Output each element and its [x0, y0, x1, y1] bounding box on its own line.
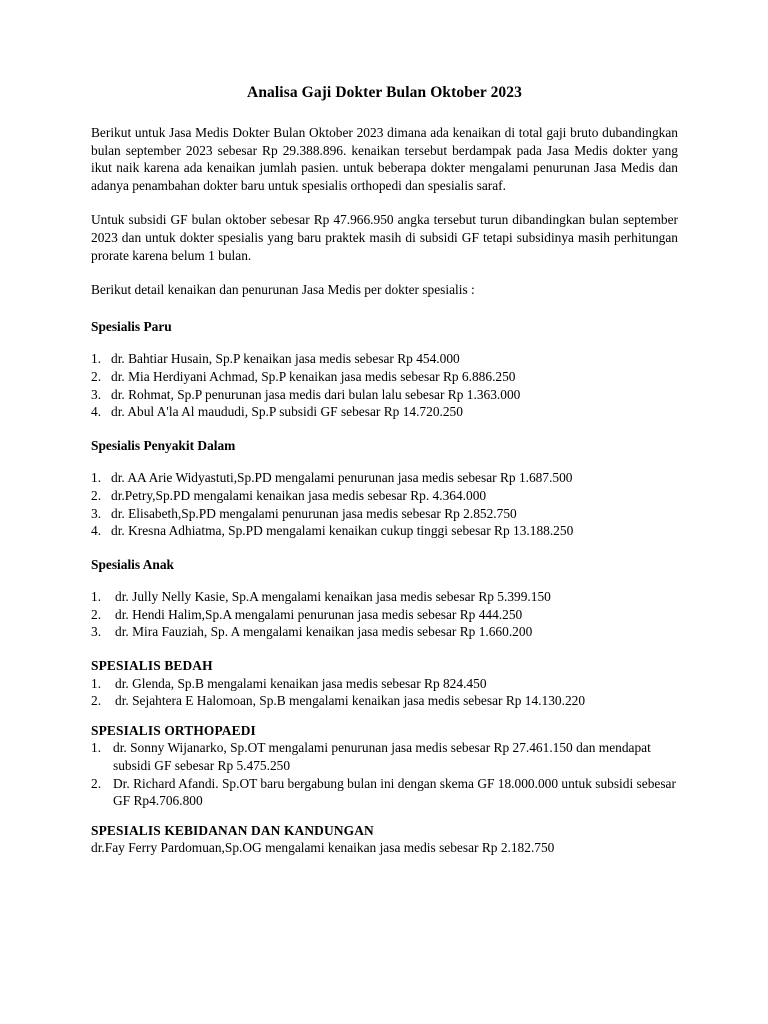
list-item-number: 1.: [91, 351, 102, 367]
list-item-number: 1.: [91, 740, 102, 756]
list-item-text: dr. Jully Nelly Kasie, Sp.A mengalami kenaikan jasa medis sebesar Rp 5.399.150: [115, 589, 551, 605]
section-spacer: [91, 421, 678, 437]
list-item: [91, 505, 678, 523]
list-item-number: 4.: [91, 404, 102, 420]
section-spesialis-kebidanan-dan-kandungan: [91, 822, 678, 857]
section-spesialis-paru: [91, 318, 678, 421]
list-item-number: 3.: [91, 386, 102, 402]
list-item: [91, 739, 678, 774]
section-spesialis-penyakit-dalam: [91, 437, 678, 540]
list-item-number: 1.: [91, 470, 102, 486]
list-item-number: 2.: [91, 368, 102, 384]
section-spacer: [91, 810, 678, 822]
section-spesialis-orthopaedi: [91, 722, 678, 810]
list-item: [91, 469, 678, 487]
list-item-number: 4.: [91, 523, 102, 539]
intro-paragraph-1: Berikut untuk Jasa Medis Dokter Bulan Oktober 2023 dimana ada kenaikan di total gaji bruto dubandingkan bulan september 2023 sebesar Rp 29.388.896. kenaikan tersebut berdampak pada Jasa Medis dokter yang ikut naik karena ada kenaikan jumlah pasien. untuk beberapa dokter mengalami penurunan Jasa Medis dan adanya penambahan dokter baru untuk spesialis orthopedi dan spesialis saraf.: [91, 125, 678, 193]
section-heading: Spesialis Paru: [91, 318, 172, 334]
list-item-number: 3.: [91, 624, 102, 640]
list-item-text: Dr. Richard Afandi. Sp.OT baru bergabung bulan ini dengan skema GF 18.000.000 untuk subsidi sebesar GF Rp4.706.800: [113, 775, 676, 809]
list-item-number: 1.: [91, 589, 102, 605]
list-item: [91, 606, 678, 624]
list-item: [91, 350, 678, 368]
section-heading: Spesialis Penyakit Dalam: [91, 437, 236, 453]
list-item-text: dr. Abul A'la Al maududi, Sp.P subsidi GF sebesar Rp 14.720.250: [111, 404, 463, 420]
section-heading: Spesialis Anak: [91, 556, 174, 572]
list-item-number: 1.: [91, 675, 102, 691]
list-item: [91, 623, 678, 641]
section-item-list: [91, 469, 678, 539]
list-item: [91, 692, 678, 710]
list-item-number: 3.: [91, 505, 102, 521]
list-item-text: dr. AA Arie Widyastuti,Sp.PD mengalami penurunan jasa medis sebesar Rp 1.687.500: [111, 470, 573, 486]
list-item-number: 2.: [91, 487, 102, 503]
intro-paragraph-3: Berikut detail kenaikan dan penurunan Jasa Medis per dokter spesialis :: [91, 282, 475, 298]
list-item-number: 2.: [91, 775, 102, 791]
list-item-text: dr. Elisabeth,Sp.PD mengalami penurunan jasa medis sebesar Rp 2.852.750: [111, 505, 517, 521]
section-spesialis-bedah: [91, 657, 678, 710]
list-item-text: dr. Bahtiar Husain, Sp.P kenaikan jasa medis sebesar Rp 454.000: [111, 351, 460, 367]
section-item-list: [91, 588, 678, 641]
list-item: [91, 522, 678, 540]
list-item-text: dr.Petry,Sp.PD mengalami kenaikan jasa medis sebesar Rp. 4.364.000: [111, 487, 487, 503]
list-item-text: dr. Sejahtera E Halomoan, Sp.B mengalami kenaikan jasa medis sebesar Rp 14.130.220: [115, 693, 586, 709]
section-spesialis-anak: [91, 556, 678, 641]
section-item-list: [91, 350, 678, 420]
list-item-number: 2.: [91, 693, 102, 709]
list-item: [91, 403, 678, 421]
section-spacer: [91, 710, 678, 722]
list-item: [91, 487, 678, 505]
list-item-text: dr. Kresna Adhiatma, Sp.PD mengalami kenaikan cukup tinggi sebesar Rp 13.188.250: [111, 523, 574, 539]
list-item-text: dr. Rohmat, Sp.P penurunan jasa medis dari bulan lalu sebesar Rp 1.363.000: [111, 386, 521, 402]
page-title: Analisa Gaji Dokter Bulan Oktober 2023: [247, 84, 522, 101]
section-spacer: [91, 540, 678, 556]
section-heading: SPESIALIS BEDAH: [91, 658, 213, 674]
section-heading: SPESIALIS ORTHOPAEDI: [91, 722, 256, 738]
list-item: [91, 386, 678, 404]
section-item-list: [91, 739, 678, 809]
list-item-number: 2.: [91, 606, 102, 622]
section-body-line: dr.Fay Ferry Pardomuan,Sp.OG mengalami kenaikan jasa medis sebesar Rp 2.182.750: [91, 840, 555, 856]
list-item-text: dr. Sonny Wijanarko, Sp.OT mengalami penurunan jasa medis sebesar Rp 27.461.150 dan mendapat subsidi GF sebesar Rp 5.475.250: [113, 740, 651, 774]
list-item-text: dr. Glenda, Sp.B mengalami kenaikan jasa medis sebesar Rp 824.450: [115, 675, 487, 691]
list-item-text: dr. Hendi Halim,Sp.A mengalami penurunan jasa medis sebesar Rp 444.250: [115, 606, 523, 622]
list-item-text: dr. Mia Herdiyani Achmad, Sp.P kenaikan jasa medis sebesar Rp 6.886.250: [111, 368, 516, 384]
section-spacer: [91, 641, 678, 657]
list-item: [91, 368, 678, 386]
intro-paragraph-2: Untuk subsidi GF bulan oktober sebesar Rp 47.966.950 angka tersebut turun dibandingkan bulan september 2023 dan untuk dokter spesialis yang baru praktek masih di subsidi GF tetapi subsidinya masih perhitungan prorate karena belum 1 bulan.: [91, 212, 678, 263]
list-item: [91, 675, 678, 693]
section-item-list: [91, 675, 678, 710]
section-heading: SPESIALIS KEBIDANAN DAN KANDUNGAN: [91, 822, 374, 838]
list-item: [91, 775, 678, 810]
list-item: [91, 588, 678, 606]
list-item-text: dr. Mira Fauziah, Sp. A mengalami kenaikan jasa medis sebesar Rp 1.660.200: [115, 624, 533, 640]
